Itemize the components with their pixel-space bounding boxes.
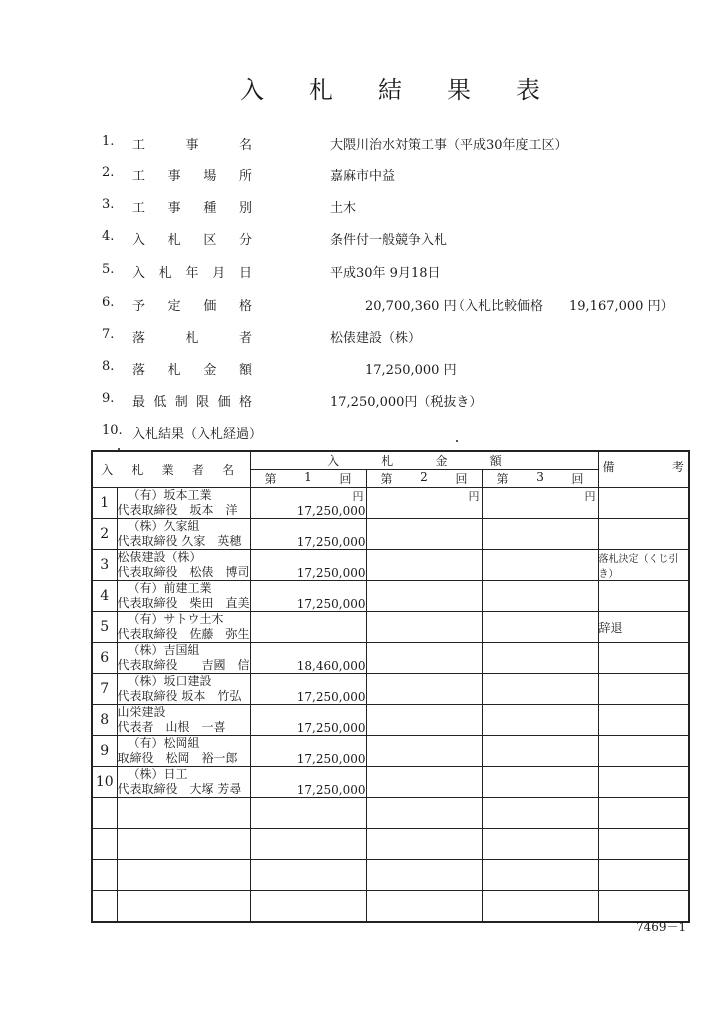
bidder-cell bbox=[117, 705, 250, 736]
info-label-char: 年 bbox=[185, 266, 199, 281]
empty-table-row bbox=[92, 798, 689, 829]
table-row bbox=[92, 519, 689, 550]
info-label bbox=[132, 134, 252, 153]
bidder-cell bbox=[117, 643, 250, 674]
remarks-cell: 落札決定（くじ引き） bbox=[598, 550, 689, 581]
info-label-char: 格 bbox=[238, 395, 252, 410]
info-label bbox=[132, 262, 252, 281]
info-label-char: 区 bbox=[203, 233, 217, 248]
empty-cell bbox=[117, 891, 250, 922]
yen-unit: 円 bbox=[352, 490, 364, 503]
bidder-representative: 代表取締役 吉國 信 bbox=[117, 658, 250, 672]
bid-amount-round-3 bbox=[482, 736, 598, 767]
bidder-company: （有）松岡組 bbox=[127, 736, 200, 750]
empty-cell bbox=[366, 829, 482, 860]
info-label-char: 工 bbox=[132, 201, 146, 216]
bidder-representative: 代表取締役 久家 英穂 bbox=[117, 534, 242, 548]
remarks-cell: 辞退 bbox=[598, 612, 689, 643]
header-round-1 bbox=[250, 470, 366, 488]
remarks-cell bbox=[598, 581, 689, 612]
info-label-char: 分 bbox=[238, 233, 252, 248]
bidder-company: （株）坂口建設 bbox=[127, 674, 212, 688]
bid-amount-value: 17,250,000 bbox=[296, 783, 366, 797]
bid-amount-value: 17,250,000 bbox=[296, 597, 366, 611]
info-label-char: 制 bbox=[174, 395, 188, 410]
bid-amount-round-3 bbox=[482, 674, 598, 705]
header-round-part: 1 bbox=[304, 470, 312, 484]
empty-cell bbox=[482, 798, 598, 829]
info-label-char: 額 bbox=[238, 363, 252, 378]
empty-cell bbox=[366, 891, 482, 922]
info-label-char: 札 bbox=[158, 266, 172, 281]
header-remarks bbox=[598, 451, 689, 488]
bidder-company: （株）吉国組 bbox=[127, 643, 200, 657]
empty-cell bbox=[366, 798, 482, 829]
document-code: 7469－1 bbox=[636, 920, 687, 934]
bid-amount-round-2 bbox=[366, 612, 482, 643]
info-number: 2. bbox=[102, 165, 115, 180]
bidder-representative: 代表取締役 柴田 直美 bbox=[117, 596, 250, 610]
remarks-cell bbox=[598, 488, 689, 519]
empty-cell bbox=[598, 798, 689, 829]
info-number: 3. bbox=[102, 197, 115, 212]
table-row bbox=[92, 705, 689, 736]
bid-amount-round-2 bbox=[366, 736, 482, 767]
scan-speck bbox=[118, 448, 120, 450]
bid-amount-round-3 bbox=[482, 612, 598, 643]
info-value: 条件付一般競争入札 bbox=[330, 233, 448, 248]
title-char: 結 bbox=[378, 76, 402, 104]
empty-table-row bbox=[92, 891, 689, 922]
info-number: 7. bbox=[102, 327, 115, 342]
bidder-representative: 代表取締役 大塚 芳尋 bbox=[117, 782, 242, 796]
bidder-cell bbox=[117, 550, 250, 581]
info-label-char: 事 bbox=[185, 138, 199, 153]
header-round-part: 回 bbox=[339, 472, 352, 486]
info-label-char: 場 bbox=[203, 169, 217, 184]
bid-amount-value: 17,250,000 bbox=[296, 504, 366, 518]
empty-cell bbox=[250, 860, 366, 891]
title-char: 果 bbox=[447, 76, 471, 104]
info-label-char: 種 bbox=[203, 201, 217, 216]
row-number: 6 bbox=[92, 643, 117, 674]
table-row bbox=[92, 581, 689, 612]
info-label-char: 入 bbox=[132, 233, 146, 248]
header-round-part: 第 bbox=[496, 472, 509, 486]
bid-amount-round-1 bbox=[250, 674, 366, 705]
empty-cell bbox=[250, 829, 366, 860]
info-value: 平成30年 9月18日 bbox=[330, 266, 441, 281]
title-char: 表 bbox=[516, 76, 540, 104]
info-label bbox=[132, 197, 252, 216]
remarks-cell bbox=[598, 736, 689, 767]
bid-amount-round-2 bbox=[366, 488, 482, 519]
bid-amount-round-3 bbox=[482, 488, 598, 519]
info-label bbox=[132, 391, 252, 410]
header-round-part: 第 bbox=[264, 472, 277, 486]
header-round-part: 回 bbox=[571, 472, 584, 486]
header-round-part: 3 bbox=[536, 470, 544, 484]
bidder-cell bbox=[117, 674, 250, 705]
info-label-char: 者 bbox=[238, 331, 252, 346]
info-label-char: 落 bbox=[132, 363, 146, 378]
bidder-representative: 代表取締役 坂本 洋 bbox=[117, 503, 238, 517]
empty-table-row bbox=[92, 860, 689, 891]
info-label-char: 限 bbox=[196, 395, 210, 410]
bidder-cell bbox=[117, 736, 250, 767]
bid-amount-value: 17,250,000 bbox=[296, 752, 366, 766]
bid-amount-round-1 bbox=[250, 488, 366, 519]
bid-amount-value: 17,250,000 bbox=[296, 535, 366, 549]
row-number: 9 bbox=[92, 736, 117, 767]
info-label-char: 札 bbox=[167, 233, 181, 248]
empty-table-row bbox=[92, 829, 689, 860]
bid-amount-round-2 bbox=[366, 705, 482, 736]
bid-amount-value: 17,250,000 bbox=[296, 721, 366, 735]
bid-amount-round-1 bbox=[250, 519, 366, 550]
bid-amount-value: 18,460,000 bbox=[296, 659, 366, 673]
bidder-company: （有）サトウ土木 bbox=[127, 612, 224, 626]
bid-amount-round-3 bbox=[482, 767, 598, 798]
table-row bbox=[92, 488, 689, 519]
empty-cell bbox=[92, 860, 117, 891]
yen-unit: 円 bbox=[468, 490, 480, 503]
table-row bbox=[92, 550, 689, 581]
info-label bbox=[132, 423, 263, 442]
info-number: 4. bbox=[102, 229, 115, 244]
bid-amount-round-3 bbox=[482, 519, 598, 550]
info-label-char: 低 bbox=[153, 395, 167, 410]
bid-amount-round-3 bbox=[482, 550, 598, 581]
remarks-cell bbox=[598, 705, 689, 736]
bidder-company: （株）日工 bbox=[127, 767, 188, 781]
bidder-company: （有）前建工業 bbox=[127, 581, 212, 595]
empty-cell bbox=[92, 891, 117, 922]
header-bidder-name: 入 札 業 者 名 bbox=[92, 451, 250, 488]
bidder-representative: 代表者 山根 一喜 bbox=[117, 720, 226, 734]
empty-cell bbox=[117, 829, 250, 860]
bid-amount-round-2 bbox=[366, 519, 482, 550]
info-value-extra: （入札比較価格 19,167,000 円） bbox=[452, 299, 674, 314]
info-value: 20,700,360 円 bbox=[365, 299, 457, 314]
info-label-char: 別 bbox=[238, 201, 252, 216]
remarks-cell bbox=[598, 643, 689, 674]
empty-cell bbox=[598, 860, 689, 891]
info-label-char: 定 bbox=[167, 299, 181, 314]
bid-amount-round-2 bbox=[366, 550, 482, 581]
row-number: 2 bbox=[92, 519, 117, 550]
empty-cell bbox=[482, 891, 598, 922]
bid-amount-round-1 bbox=[250, 643, 366, 674]
empty-cell bbox=[92, 798, 117, 829]
bid-amount-round-2 bbox=[366, 581, 482, 612]
bid-amount-round-1 bbox=[250, 581, 366, 612]
bid-amount-round-2 bbox=[366, 674, 482, 705]
bidder-company: （有）坂本工業 bbox=[127, 488, 212, 502]
info-number: 8. bbox=[102, 359, 115, 374]
info-label-char: 日 bbox=[238, 266, 252, 281]
empty-cell bbox=[366, 860, 482, 891]
yen-unit: 円 bbox=[584, 490, 596, 503]
bidder-representative: 代表取締役 坂本 竹弘 bbox=[117, 689, 242, 703]
info-label-char: 名 bbox=[238, 138, 252, 153]
info-label bbox=[132, 165, 252, 184]
info-label-char: 価 bbox=[203, 299, 217, 314]
info-label-char: 入札結果（入札経過） bbox=[132, 427, 263, 442]
table-row bbox=[92, 643, 689, 674]
table-row bbox=[92, 612, 689, 643]
info-label bbox=[132, 327, 252, 346]
bid-amount-round-3 bbox=[482, 581, 598, 612]
info-value: 土木 bbox=[330, 201, 357, 216]
empty-cell bbox=[117, 798, 250, 829]
header-remarks-char-2: 考 bbox=[672, 460, 685, 474]
bid-amount-round-3 bbox=[482, 705, 598, 736]
row-number: 8 bbox=[92, 705, 117, 736]
table-row bbox=[92, 674, 689, 705]
row-number: 4 bbox=[92, 581, 117, 612]
empty-cell bbox=[598, 829, 689, 860]
info-value: 17,250,000円（税抜き） bbox=[330, 395, 483, 410]
table-row bbox=[92, 736, 689, 767]
bidder-representative: 取締役 松岡 裕一郎 bbox=[117, 751, 238, 765]
info-label-char: 所 bbox=[238, 169, 252, 184]
info-value: 嘉麻市中益 bbox=[330, 169, 396, 184]
info-number: 5. bbox=[102, 262, 115, 277]
info-label-char: 予 bbox=[132, 299, 146, 314]
bidder-cell bbox=[117, 767, 250, 798]
bid-amount-round-1 bbox=[250, 612, 366, 643]
header-remarks-char-1: 備 bbox=[602, 460, 615, 474]
scan-speck bbox=[456, 440, 458, 442]
bidder-cell bbox=[117, 519, 250, 550]
info-number: 10. bbox=[102, 423, 123, 438]
info-number: 6. bbox=[102, 295, 115, 310]
bid-amount-value: 17,250,000 bbox=[296, 690, 366, 704]
bidder-representative: 代表取締役 佐藤 弥生 bbox=[117, 627, 250, 641]
row-number: 5 bbox=[92, 612, 117, 643]
info-label-char: 事 bbox=[167, 201, 181, 216]
empty-cell bbox=[598, 891, 689, 922]
row-number: 7 bbox=[92, 674, 117, 705]
bidder-company: （株）久家組 bbox=[127, 519, 200, 533]
title-char: 入 bbox=[240, 76, 264, 104]
info-label-char: 工 bbox=[132, 169, 146, 184]
bid-amount-round-2 bbox=[366, 643, 482, 674]
info-label-char: 工 bbox=[132, 138, 146, 153]
row-number: 3 bbox=[92, 550, 117, 581]
bidder-company: 松俵建設（株） bbox=[117, 550, 202, 564]
bidder-company: 山栄建設 bbox=[117, 705, 166, 719]
info-number: 9. bbox=[102, 391, 115, 406]
empty-cell bbox=[117, 860, 250, 891]
bidder-cell bbox=[117, 612, 250, 643]
header-round-2 bbox=[366, 470, 482, 488]
header-bid-amount: 入 札 金 額 bbox=[250, 451, 598, 470]
info-label-char: 札 bbox=[185, 331, 199, 346]
info-label-char: 事 bbox=[167, 169, 181, 184]
empty-cell bbox=[250, 891, 366, 922]
bid-results-table bbox=[91, 450, 690, 923]
info-value: 大隈川治水対策工事（平成30年度工区） bbox=[330, 138, 568, 153]
header-round-3 bbox=[482, 470, 598, 488]
empty-cell bbox=[92, 829, 117, 860]
info-number: 1. bbox=[102, 134, 115, 149]
info-value: 17,250,000 円 bbox=[365, 363, 457, 378]
bid-amount-round-1 bbox=[250, 705, 366, 736]
bid-amount-round-2 bbox=[366, 767, 482, 798]
bid-amount-round-1 bbox=[250, 736, 366, 767]
info-label-char: 入 bbox=[132, 266, 146, 281]
info-label-char: 金 bbox=[203, 363, 217, 378]
table-row bbox=[92, 767, 689, 798]
remarks-cell bbox=[598, 519, 689, 550]
bid-amount-round-3 bbox=[482, 643, 598, 674]
header-round-part: 2 bbox=[420, 470, 428, 484]
bid-amount-round-1 bbox=[250, 767, 366, 798]
info-label bbox=[132, 295, 252, 314]
header-round-part: 回 bbox=[455, 472, 468, 486]
info-label-char: 格 bbox=[238, 299, 252, 314]
bidder-cell bbox=[117, 581, 250, 612]
remarks-cell bbox=[598, 674, 689, 705]
remarks-cell bbox=[598, 767, 689, 798]
info-label-char: 月 bbox=[212, 266, 226, 281]
bidder-cell bbox=[117, 488, 250, 519]
empty-cell bbox=[482, 829, 598, 860]
info-label-char: 札 bbox=[167, 363, 181, 378]
bid-amount-value: 17,250,000 bbox=[296, 566, 366, 580]
info-label-char: 最 bbox=[132, 395, 146, 410]
info-label bbox=[132, 229, 252, 248]
header-round-part: 第 bbox=[380, 472, 393, 486]
empty-cell bbox=[250, 798, 366, 829]
title-char: 札 bbox=[309, 76, 333, 104]
info-label bbox=[132, 359, 252, 378]
bidder-representative: 代表取締役 松俵 博司 bbox=[117, 565, 250, 579]
info-label-char: 価 bbox=[217, 395, 231, 410]
bid-amount-round-1 bbox=[250, 550, 366, 581]
info-value: 松俵建設（株） bbox=[330, 331, 422, 346]
info-label-char: 落 bbox=[132, 331, 146, 346]
row-number: 1 bbox=[92, 488, 117, 519]
empty-cell bbox=[482, 860, 598, 891]
row-number: 10 bbox=[92, 767, 117, 798]
page-title bbox=[240, 70, 540, 105]
